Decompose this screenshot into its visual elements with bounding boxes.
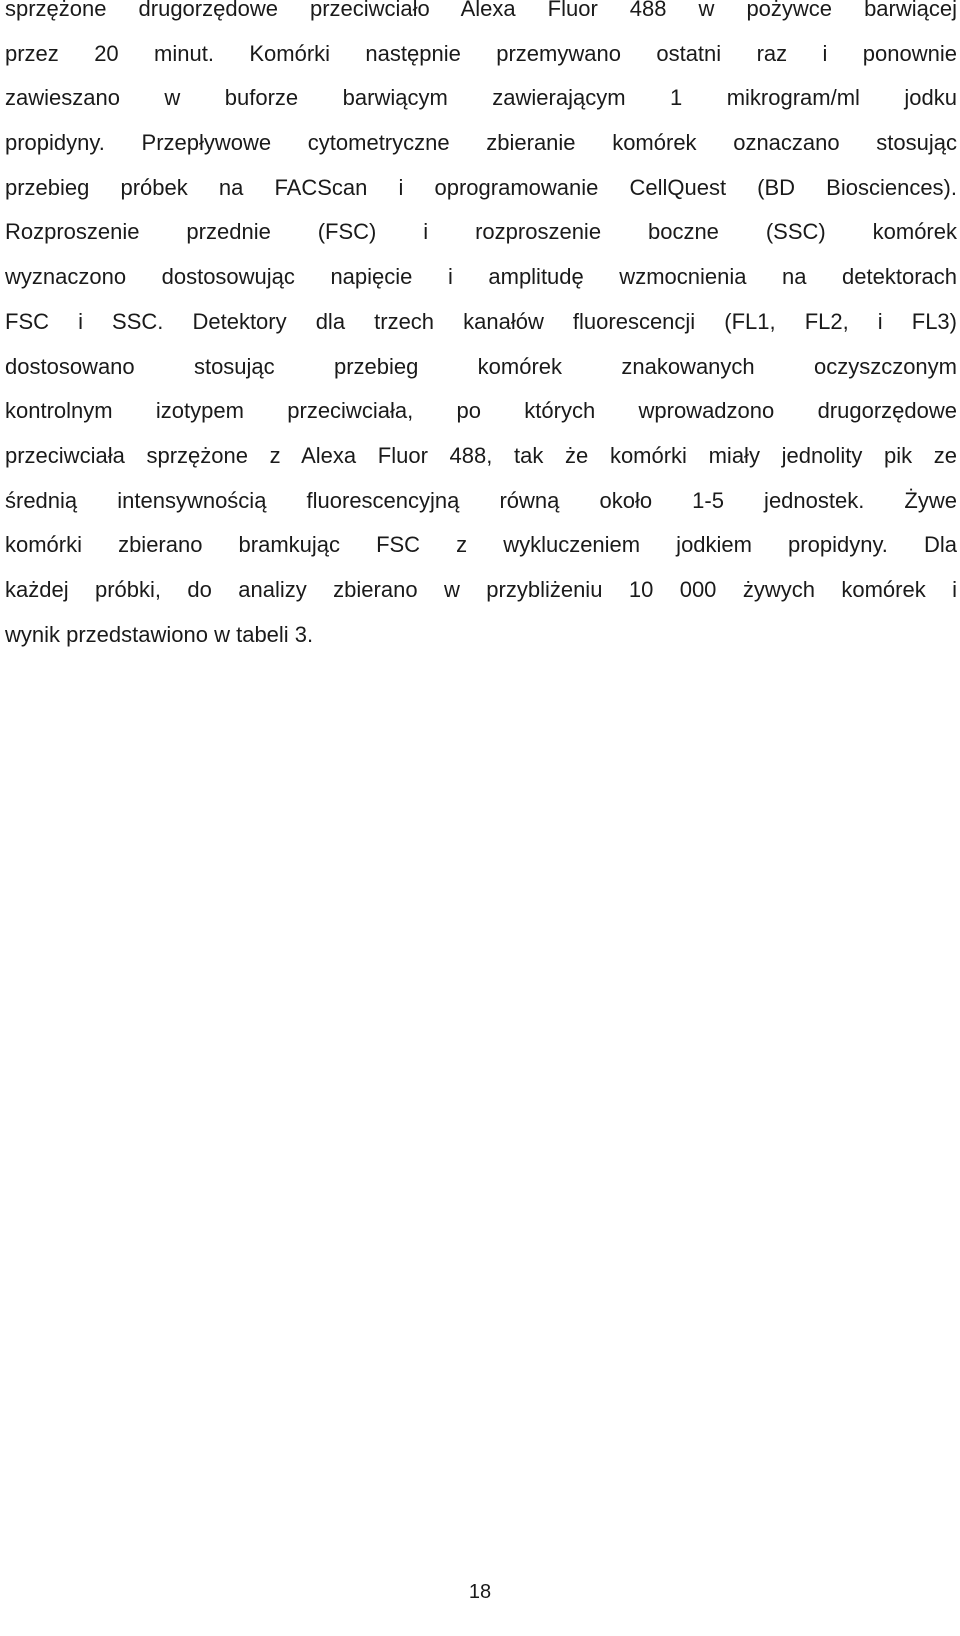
- body-paragraph: [5, 0, 957, 657]
- text-line: zawieszano w buforze barwiącym zawierającym 1 mikrogram/ml jodku: [5, 85, 957, 111]
- text-line: każdej próbki, do analizy zbierano w przybliżeniu 10 000 żywych komórek i: [5, 576, 957, 602]
- text-line: propidyny. Przepływowe cytometryczne zbieranie komórek oznaczano stosując: [5, 130, 957, 156]
- text-line: FSC i SSC. Detektory dla trzech kanałów fluorescencji (FL1, FL2, i FL3): [5, 308, 957, 334]
- text-line: wyznaczono dostosowując napięcie i amplitudę wzmocnienia na detektorach: [5, 264, 957, 290]
- text-line-last: wynik przedstawiono w tabeli 3.: [5, 621, 314, 647]
- text-line: dostosowano stosując przebieg komórek znakowanych oczyszczonym: [5, 353, 957, 379]
- text-line: przebieg próbek na FACScan i oprogramowanie CellQuest (BD Biosciences).: [5, 174, 957, 200]
- text-line: kontrolnym izotypem przeciwciała, po których wprowadzono drugorzędowe: [5, 398, 957, 424]
- text-line: średnią intensywnością fluorescencyjną równą około 1-5 jednostek. Żywe: [5, 487, 957, 513]
- text-line: przeciwciała sprzężone z Alexa Fluor 488, tak że komórki miały jednolity pik ze: [5, 442, 957, 468]
- page-number: 18: [468, 1581, 492, 1603]
- text-line: komórki zbierano bramkując FSC z wykluczeniem jodkiem propidyny. Dla: [5, 532, 957, 558]
- text-line: sprzężone drugorzędowe przeciwciało Alexa Fluor 488 w pożywce barwiącej: [5, 0, 957, 21]
- text-line: Rozproszenie przednie (FSC) i rozproszenie boczne (SSC) komórek: [5, 219, 957, 245]
- text-line: przez 20 minut. Komórki następnie przemywano ostatni raz i ponownie: [5, 40, 957, 66]
